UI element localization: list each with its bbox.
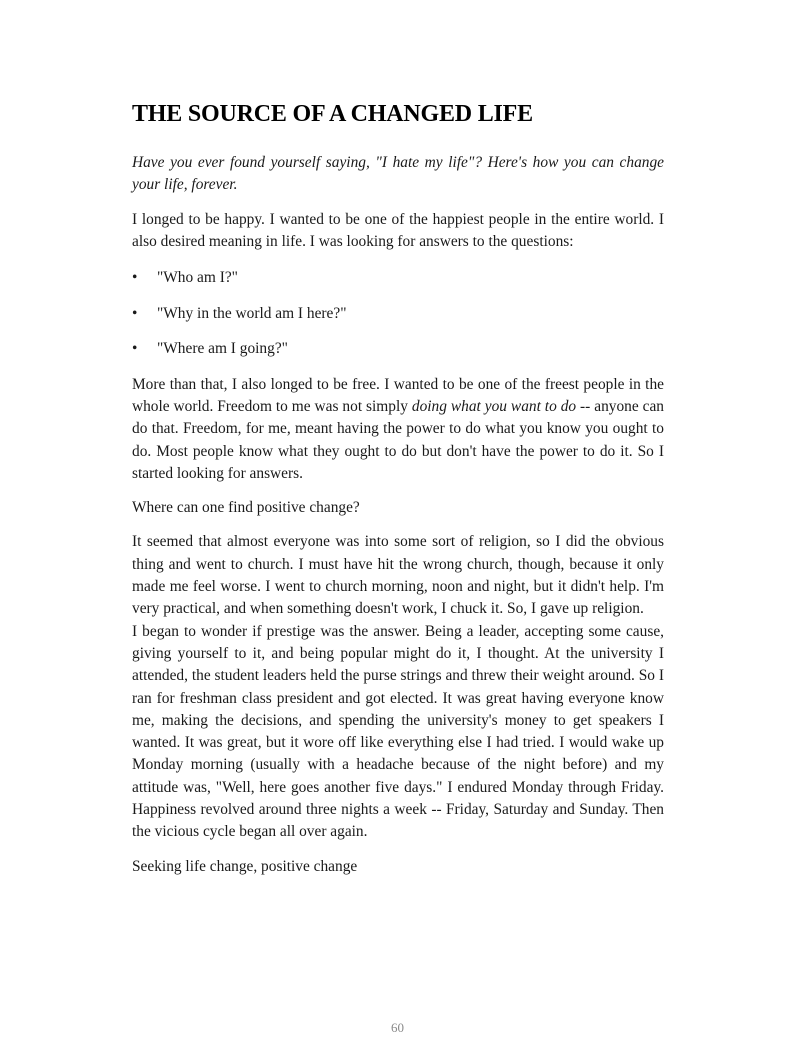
questions-list <box>132 267 664 360</box>
paragraph-religion: It seemed that almost everyone was into some sort of religion, so I did the obvious thing and went to church. I must have hit the wrong church, though, because it only made me feel worse. I went to church morning, noon and night, but it didn't help. I'm very practical, and when something doesn't work, I chuck it. So, I gave up religion. <box>132 533 664 618</box>
list-item <box>132 303 664 325</box>
subheading-positive-change: Where can one find positive change? <box>132 499 360 517</box>
list-item <box>132 267 664 289</box>
freedom-text-before: More than that, I also longed to be free. I wanted to be one of the freest people in the whole world. Freedom to me was not simply <box>132 375 664 415</box>
paragraph-freedom <box>132 374 664 485</box>
document-page <box>132 98 664 878</box>
question-text: "Where am I going?" <box>157 340 288 358</box>
intro-paragraph: Have you ever found yourself saying, "I hate my life"? Here's how you can change your life, forever. <box>132 154 664 194</box>
bullet-icon: • <box>132 269 138 287</box>
freedom-emphasis: doing what you want to do <box>411 397 577 415</box>
freedom-text-after: -- anyone can do that. Freedom, for me, meant having the power to do what you know you ought to do. Most people know what they ought to do but don't have the power to do it. So I started looking for answers. <box>132 397 664 482</box>
bullet-icon: • <box>132 304 138 322</box>
page-number: 60 <box>391 1020 404 1035</box>
list-item <box>132 338 664 360</box>
question-text: "Who am I?" <box>157 269 238 287</box>
subheading-seeking-change: Seeking life change, positive change <box>132 857 358 875</box>
bullet-icon: • <box>132 340 138 358</box>
paragraph-prestige: I began to wonder if prestige was the answer. Being a leader, accepting some cause, giving yourself to it, and being popular might do it, I thought. At the university I attended, the student leaders held the purse strings and threw their weight around. So I ran for freshman class president and got elected. It was great having everyone know me, making the decisions, and spending the university's money to get speakers I wanted. It was great, but it wore off like everything else I had tried. I would wake up Monday morning (usually with a headache because of the night before) and my attitude was, "Well, here goes another five days." I endured Monday through Friday. Happiness revolved around three nights a week -- Friday, Saturday and Sunday. Then the vicious cycle began all over again. <box>132 622 664 841</box>
page-title: THE SOURCE OF A CHANGED LIFE <box>132 101 533 127</box>
paragraph-longing: I longed to be happy. I wanted to be one of the happiest people in the entire world. I also desired meaning in life. I was looking for answers to the questions: <box>132 210 664 250</box>
question-text: "Why in the world am I here?" <box>157 304 347 322</box>
